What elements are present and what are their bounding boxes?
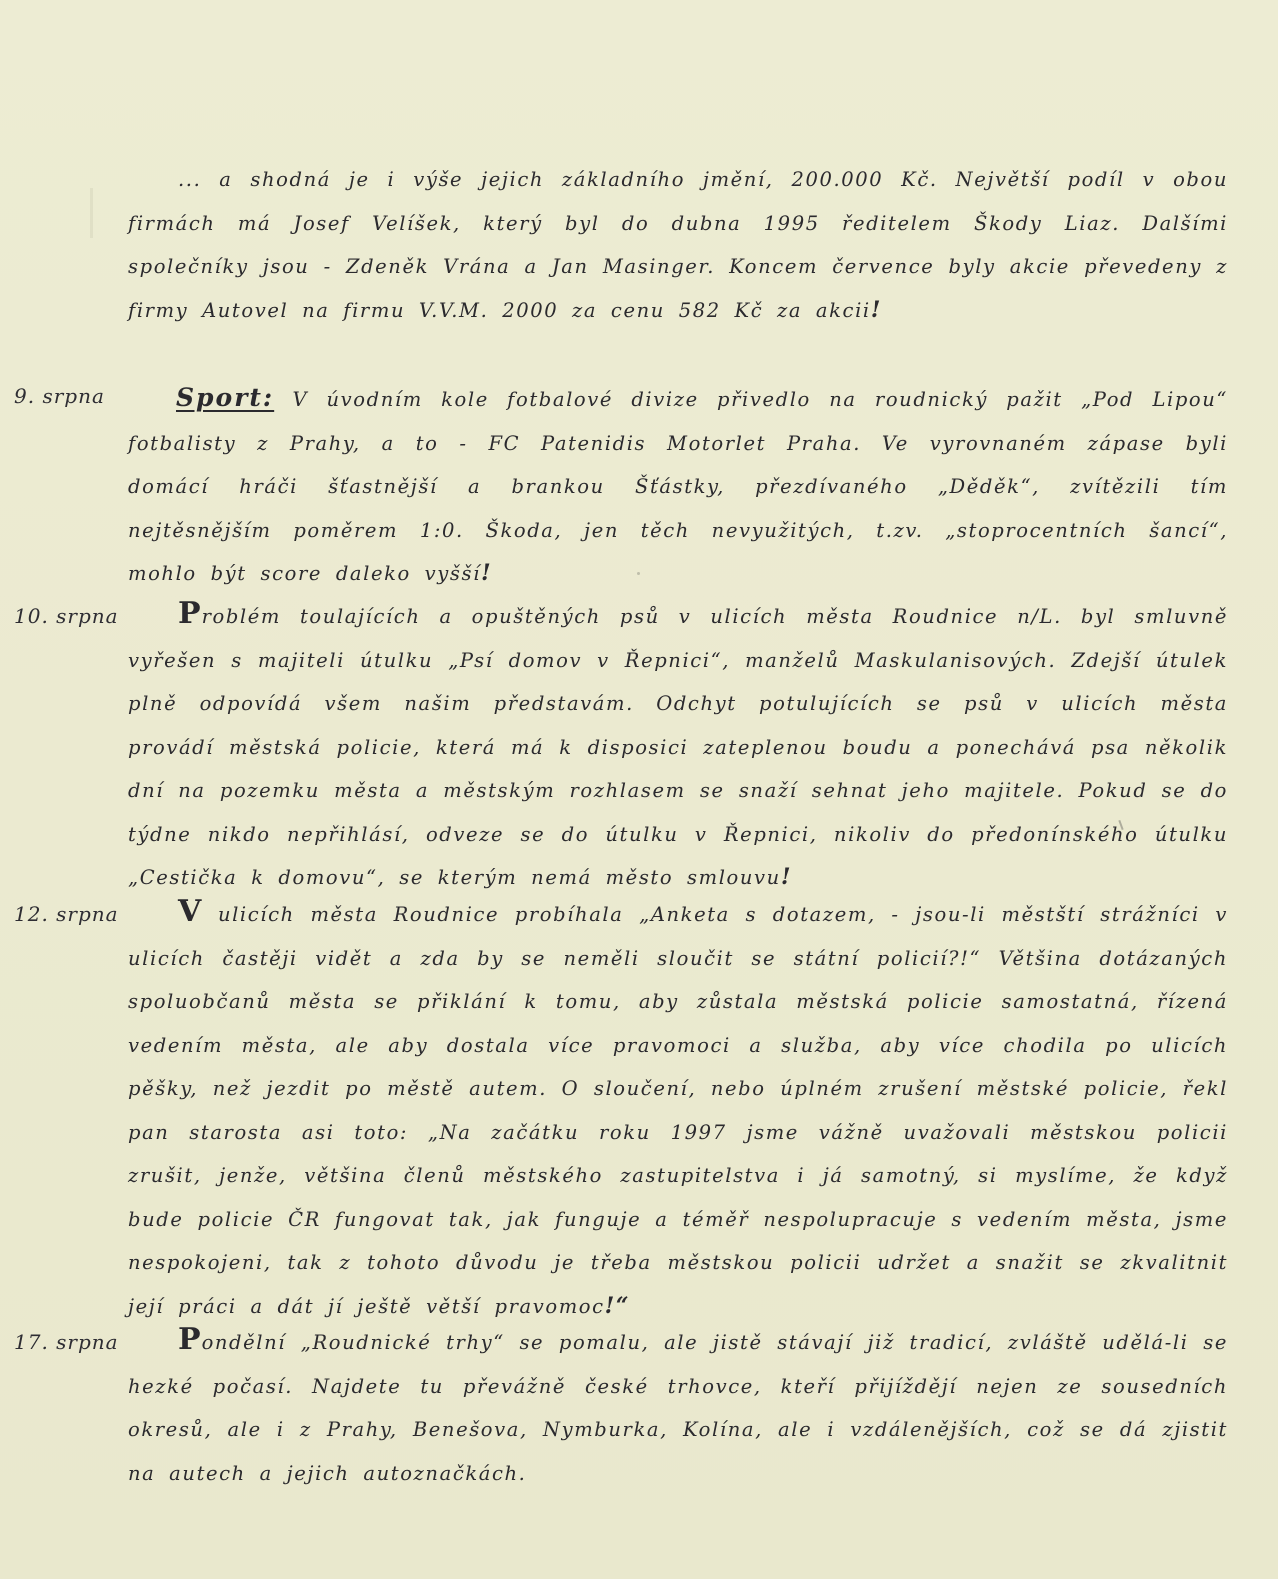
sport-paragraph: [128, 376, 1228, 596]
intro-text: ... a shodná je i výše jejich základního jmění, 200.000 Kč. Největší podíl v obou firmách má Josef Velíšek, který byl do dubna 1995 ředitelem Škody Liaz. Dalšími společníky jsou - Zdeněk Vrána a Jan Masinger. Koncem července byly akcie převedeny z firmy Autovel na firmu V.V.M. 2000 za cenu 582 Kč za akcii: [128, 168, 1228, 322]
dogs-initial: P: [178, 596, 202, 631]
sport-end: !: [480, 560, 493, 586]
police-paragraph: [128, 890, 1228, 1328]
entry-date: 9. srpna: [14, 384, 105, 408]
police-initial: V: [178, 894, 203, 929]
police-end: !“: [604, 1292, 631, 1319]
dogs-end: !: [780, 864, 793, 890]
entry-date: 12. srpna: [14, 902, 119, 926]
police-text: ulicích města Roudnice probíhala „Anketa s dotazem, - jsou-li městští strážníci v ulicích častěji vidět a zda by se neměli sloučit se státní policií?!“ Většina dotázaných spoluobčanů města se přiklání k tomu, aby zůstala městská policie samostatná, řízená vedením města, ale aby dostala více pravomoci a služba, aby více chodila po ulicích pěšky, než jezdit po městě autem. O sloučení, nebo úplném zrušení městské policie, řekl pan starosta asi toto: „Na začátku roku 1997 jsme vážně uvažovali městskou policii zrušit, jenže, většina členů městského zastupitelstva i já samotný, si myslíme, že když bude policie ČR fungovat tak, jak funguje a téměř nespolupracuje s vedením města, jsme nespokojeni, tak z tohoto důvodu je třeba městskou policii udržet a snažit se zkvalitnit její práci a dát jí ještě větší pravomoc: [128, 903, 1228, 1318]
entry-date: 17. srpna: [14, 1330, 119, 1354]
entry-date: 10. srpna: [14, 604, 119, 628]
margin-shadow: [90, 188, 93, 238]
intro-end: !: [870, 296, 883, 323]
dogs-paragraph: [128, 592, 1228, 900]
dogs-text: roblém toulajících a opuštěných psů v ulicích města Roudnice n/L. byl smluvně vyřešen s majiteli útulku „Psí domov v Řepnici“, manželů Maskulanisových. Zdejší útulek plně odpovídá všem našim představám. Odchyt potulujících se psů v ulicích města provádí městská policie, která má k disposici zateplenou boudu a ponechává psa několik dní na pozemku města a městským rozhlasem se snaží sehnat jeho majitele. Pokud se do týdne nikdo nepřihlásí, odveze se do útulku v Řepnici, nikoliv do předonínského útulku „Cestička k domovu“, se kterým nemá město smlouvu: [128, 605, 1228, 889]
market-text: ondělní „Roudnické trhy“ se pomalu, ale jistě stávají již tradicí, zvláště udělá-li se hezké počasí. Najdete tu převážně české trhovce, kteří přijíždějí nejen ze sousedních okresů, ale i z Prahy, Benešova, Nymburka, Kolína, ale i vzdálenějších, což se dá zjistit na autech a jejich autoznačkách.: [128, 1331, 1228, 1485]
sport-text: V úvodním kole fotbalové divize přivedlo na roudnický pažit „Pod Lipou“ fotbalisty z Prahy, a to - FC Patenidis Motorlet Praha. Ve vyrovnaném zápase byli domácí hráči šťastnější a brankou Šťástky, přezdívaného „Děděk“, zvítězili tím nejtěsnějším poměrem 1:0. Škoda, jen těch nevyužitých, t.zv. „stoprocentních šancí“, mohlo být score daleko vyšší: [128, 388, 1228, 585]
intro-paragraph: [128, 158, 1228, 332]
market-initial: P: [178, 1322, 202, 1357]
market-paragraph: [128, 1318, 1228, 1495]
sport-heading: Sport:: [176, 383, 275, 412]
